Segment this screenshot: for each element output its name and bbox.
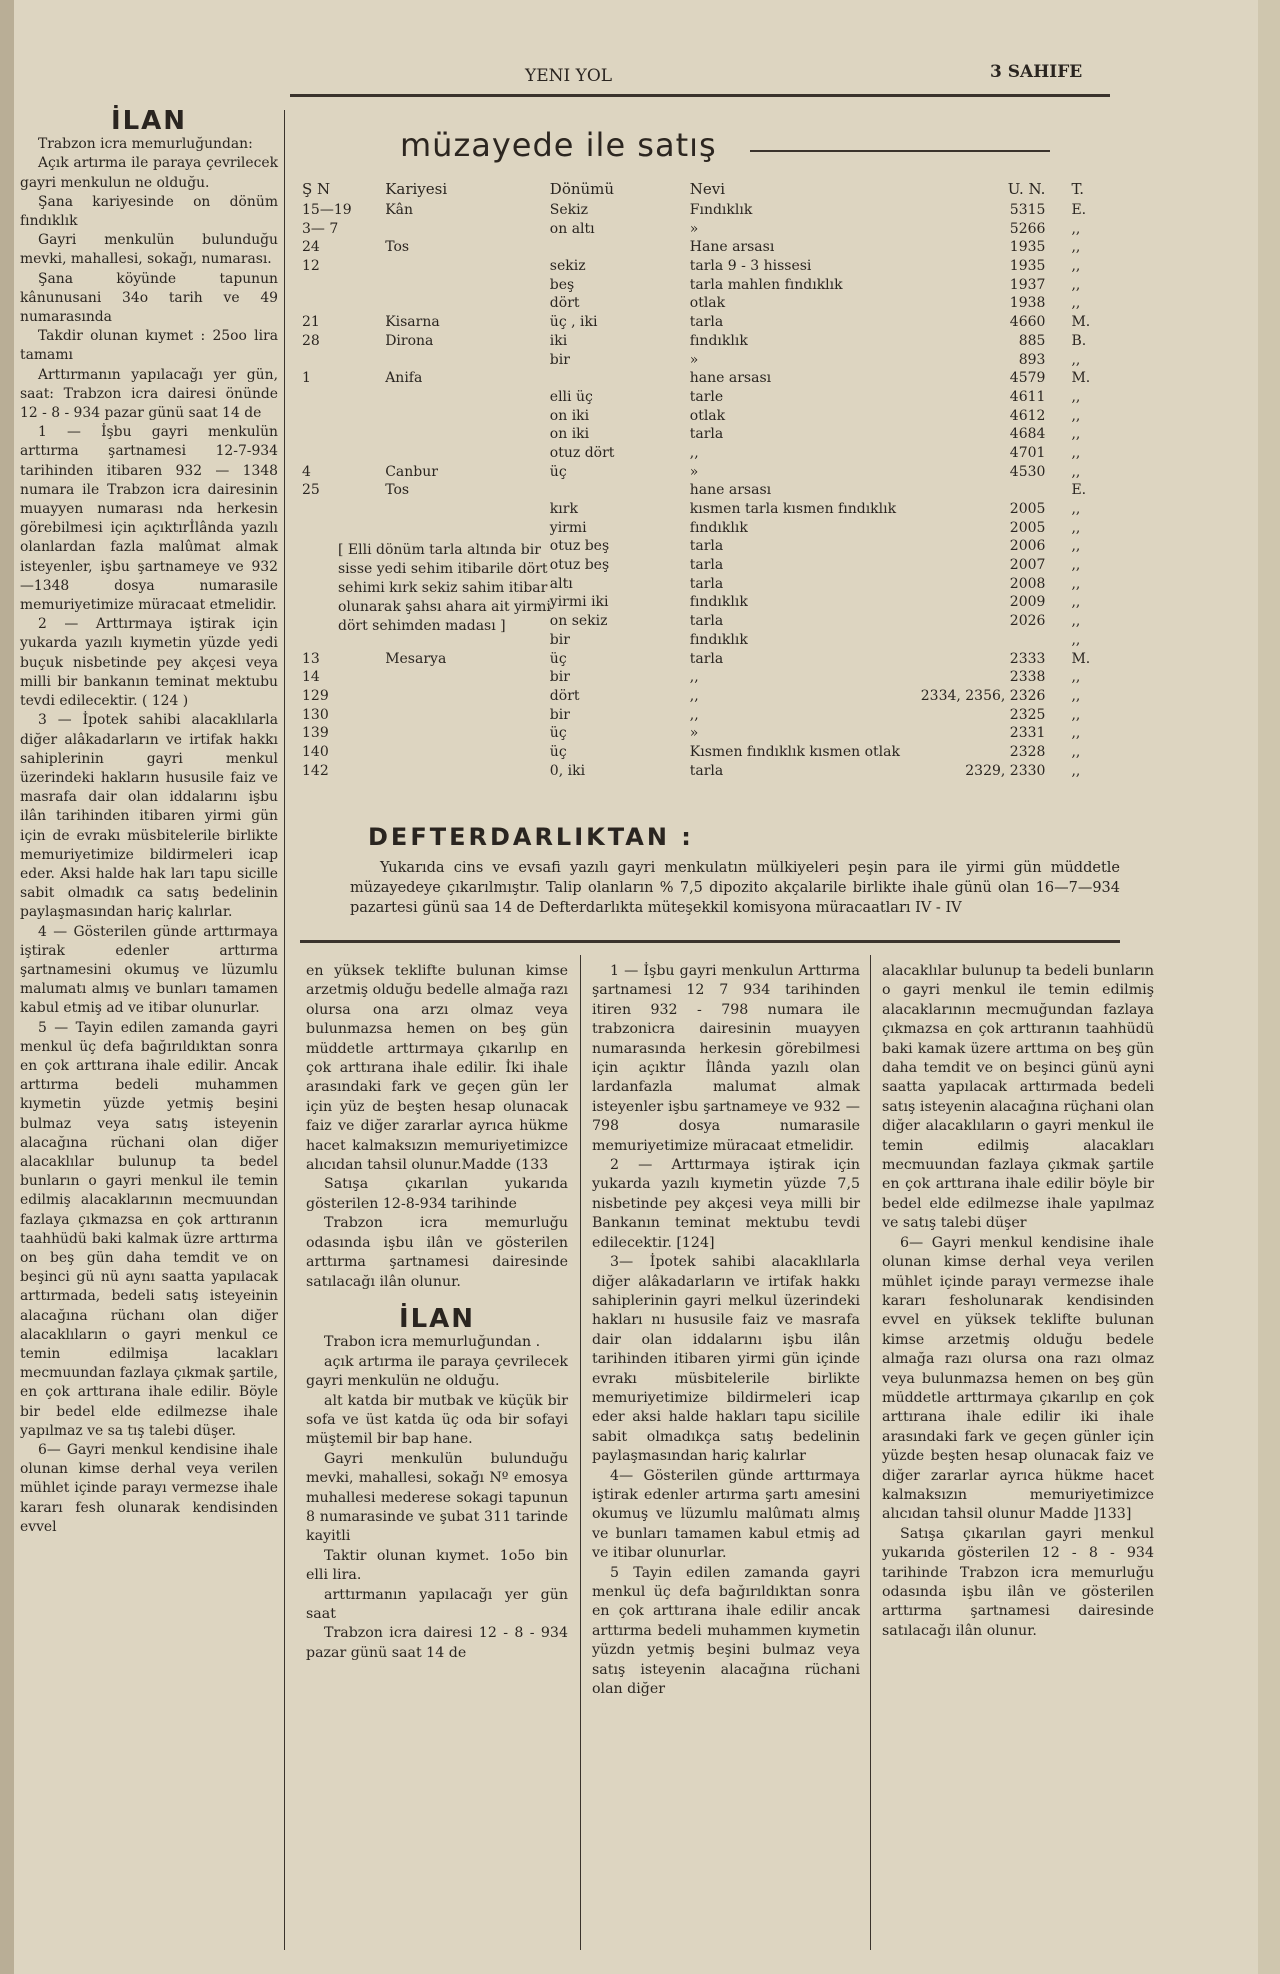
table-cell-sn: 1 — [302, 370, 311, 387]
table-cell-donum: bir — [549, 351, 570, 368]
table-cell-un — [910, 632, 1069, 651]
table-cell-donum: on altı — [549, 220, 595, 237]
table-cell-sn: 12 — [302, 258, 320, 275]
table-cell-nevi: otlak — [689, 295, 726, 312]
table-cell-un: 1938 — [1009, 295, 1046, 312]
table-cell-nevi: tarle — [689, 388, 724, 405]
column-divider — [284, 110, 285, 1950]
table-cell-donum: sekiz — [549, 258, 586, 275]
table-cell-t: E. — [1071, 482, 1087, 499]
table-cell-sn — [300, 352, 383, 371]
table-cell-nevi: tarla — [689, 557, 724, 574]
table-cell-t: ,, — [1071, 295, 1081, 312]
table-cell-kariye — [383, 445, 548, 464]
table-cell-nevi: kısmen tarla kısmen fındıklık — [689, 501, 897, 517]
table-cell-sn: 142 — [302, 762, 329, 779]
table-cell-kariye — [383, 501, 548, 520]
table-cell-nevi: tarla — [689, 538, 724, 555]
table-cell-un: 4701 — [1009, 444, 1046, 461]
table-cell-t: ,, — [1071, 743, 1081, 760]
col3-paragraph: 1 — İşbu gayri menkulun Arttırma şartnamesi 12 7 934 tarihinden itiren 932 - 798 numara ile trabzonicra dairesinin muayyen numarasında herkesin görebilmesi için açıktır İlânda yazılı olan lardanfazla malumat almak isteyenler işbu şartnameye ve 932 — 798 dosya numarasile memuriyetimize müracaat etmelidir. — [592, 963, 860, 1154]
muzayede-note: [ Elli dönüm tarla altında bir sisse yedi sehim itibarile dört sehimi kırk sekiz sahim itibar olunarak şahsı ahara ait yirmi dört sehimden madası ] — [338, 542, 551, 634]
header-t: T. — [1071, 180, 1085, 198]
table-cell-nevi: fındıklık — [689, 594, 748, 611]
col2-paragraph: açık artırma ile paraya çevrilecek gayri menkulün ne olduğu. — [306, 1353, 568, 1390]
table-cell-donum: bir — [549, 706, 570, 723]
table-row — [300, 520, 1110, 539]
table-header-row — [300, 180, 1110, 202]
table-cell-t: ,, — [1071, 276, 1081, 293]
table-cell-sn — [300, 445, 383, 464]
table-cell-nevi: Fındıklık — [689, 202, 753, 218]
table-cell-t: ,, — [1071, 258, 1081, 275]
table-cell-donum: 0, iki — [549, 762, 586, 779]
page-header — [300, 62, 1120, 96]
table-cell-un: 1935 — [1009, 239, 1046, 256]
table-cell-un: 5315 — [1009, 202, 1046, 218]
table-cell-kariye: Mesarya — [385, 650, 447, 667]
table-cell-un: 5266 — [1009, 220, 1046, 237]
table-cell-kariye — [383, 258, 548, 277]
table-cell-t: ,, — [1071, 575, 1081, 592]
table-cell-sn: 21 — [302, 314, 320, 331]
table-cell-nevi: tarla — [689, 613, 724, 630]
table-row — [300, 426, 1110, 445]
muzayede-table — [300, 180, 1110, 781]
col2-paragraph: Trabzon icra dairesi 12 - 8 - 934 pazar günü saat 14 de — [306, 1625, 568, 1661]
col2-paragraph: en yüksek teklifte bulunan kimse arzetmiş olduğu bedelle almağa razı olursa ona arzı olmaz veya bulunmazsa hemen on beş gün müddetle arttırmaya çıkarılıp en çok arttırana ihale edilir. İki ihale arasındaki fark ve geçen gün ler için yüz de beşten hesap olunacak faiz ve diğer zararlar ayrıca hükme hacet kalmaksızın memuriyetimizce alıcıdan tahsil olunur.Madde (133 — [306, 963, 568, 1174]
table-cell-un: 893 — [1018, 351, 1046, 368]
table-cell-sn — [300, 520, 383, 539]
table-row — [300, 202, 1110, 221]
table-cell-un: 2325 — [1009, 706, 1046, 723]
table-cell-donum: üç , iki — [549, 314, 598, 331]
table-cell-t: E. — [1071, 202, 1087, 218]
table-cell-nevi: fındıklık — [689, 631, 748, 648]
table-cell-sn: 3— 7 — [302, 220, 339, 237]
table-cell-un: 2026 — [1009, 613, 1046, 630]
column-3 — [592, 962, 860, 1699]
table-cell-donum: yirmi iki — [549, 594, 609, 611]
col4-paragraph: 6— Gayri menkul kendisine ihale olunan kimse derhal veya verilen mühlet içinde parayı vermezse ihale kararı fesholunarak kendisinden evvel en yüksek teklifte bulunan kimse arzetmiş olduğu bedele almağa razı olursa ona razı olmaz veya bulunmazsa hemen on beş gün müddetle arttırmaya çıkarılıp en çok arttırana ihale edilir iki ihale arasındaki fark ve geçen günler için yüzde beşten hesap olunacak faiz ve diğer zararlar ayrıca hükme hacet kalmaksızın memuriyetimizce alıcıdan tahsil olunur Madde ]133] — [882, 1234, 1154, 1523]
col2-paragraph: Gayri menkulün bulunduğu mevki, mahallesi, sokağı Nº emosya muhallesi mederese sokagi tapunun 8 numarasinde ve şubat 311 tarinde kayitli — [306, 1450, 568, 1545]
table-cell-sn: 129 — [302, 687, 329, 704]
table-row — [300, 707, 1110, 726]
col2-paragraph: Taktir olunan kıymet. 1o5o bin elli lira. — [306, 1547, 568, 1584]
table-cell-sn: 28 — [302, 332, 320, 349]
table-cell-donum: beş — [549, 276, 575, 293]
table-row — [300, 445, 1110, 464]
ilan-paragraph: Açık artırma ile paraya çevrilecek gayri menkulun ne olduğu. — [20, 155, 278, 191]
table-cell-t: ,, — [1071, 613, 1081, 630]
table-cell-t: ,, — [1071, 538, 1081, 555]
table-cell-un: 1937 — [1009, 276, 1046, 293]
table-cell-nevi: ,, — [689, 687, 699, 704]
muzayede-table-body — [300, 202, 1110, 781]
ilan-paragraph: Trabzon icra memurluğundan: — [38, 136, 253, 153]
ilan-paragraph: 6— Gayri menkul kendisine ihale olunan kimse derhal veya verilen mühlet içinde parayı vermezse ihale kararı fesh olunarak kendisinden evvel — [20, 1442, 278, 1535]
table-cell-donum: yirmi — [549, 519, 587, 536]
table-cell-un: 1935 — [1009, 258, 1046, 275]
table-cell-un: 2329, 2330 — [965, 762, 1046, 779]
table-cell-kariye — [383, 389, 548, 408]
table-cell-un: 2338 — [1009, 669, 1046, 686]
table-row — [300, 688, 1110, 707]
table-cell-un: 2333 — [1009, 650, 1046, 667]
table-cell-t: M. — [1071, 370, 1091, 387]
page-edge-right — [1258, 0, 1280, 1974]
table-cell-kariye — [383, 277, 548, 296]
table-cell-donum — [548, 482, 688, 501]
table-cell-kariye — [383, 725, 548, 744]
table-cell-donum: otuz beş — [549, 557, 610, 574]
table-cell-t: ,, — [1071, 388, 1081, 405]
ilan-paragraph: Şana köyünde tapunun kânunusani 34o tarih ve 49 numarasında — [20, 270, 278, 326]
table-cell-sn — [300, 408, 383, 427]
table-row — [300, 370, 1110, 389]
table-cell-donum: dört — [549, 295, 580, 312]
table-row — [300, 408, 1110, 427]
table-cell-donum: bir — [549, 669, 570, 686]
column-2 — [306, 962, 568, 1663]
col2-paragraph: Trabon icra memurluğundan . — [324, 1334, 541, 1351]
table-cell-sn: 13 — [302, 650, 320, 667]
table-cell-t: ,, — [1071, 501, 1081, 517]
ilan-paragraph: Gayri menkulün bulunduğu mevki, mahallesi, sokağı, numarası. — [20, 232, 278, 268]
table-cell-un: 2331 — [1009, 725, 1046, 742]
table-cell-sn: 25 — [302, 482, 320, 499]
muzayede-title-rule — [750, 150, 1050, 152]
header-donum: Dönümü — [549, 180, 615, 198]
table-cell-t: ,, — [1071, 594, 1081, 611]
table-cell-nevi: » — [689, 725, 699, 742]
table-cell-kariye — [383, 688, 548, 707]
table-cell-un: 2334, 2356, 2326 — [920, 687, 1046, 704]
col2-paragraph: arttırmanın yapılacağı yer gün saat — [306, 1586, 568, 1622]
table-cell-donum: on iki — [549, 407, 590, 424]
header-nevi: Nevi — [689, 180, 726, 198]
table-cell-donum: iki — [549, 332, 568, 349]
table-cell-kariye — [383, 352, 548, 371]
ilan-title: İLAN — [110, 106, 188, 136]
ilan-paragraph: Şana kariyesinde on dönüm fındıklık — [20, 193, 278, 230]
table-row — [300, 333, 1110, 352]
table-cell-donum: kırk — [549, 501, 578, 517]
table-cell-sn: 24 — [302, 239, 320, 256]
table-cell-nevi: ,, — [689, 444, 699, 461]
ilan-paragraph: 2 — Arttırmaya iştirak için yukarda yazılı kıymetin yüzde yedi buçuk nisbetinde pey akçesi veya milli bir bankanın teminat mektubu tevdi edilecektir. ( 124 ) — [20, 616, 278, 710]
ilan-paragraph: 4 — Gösterilen günde arttırmaya iştirak edenler arttırma şartnamesini okumuş ve lüzumlu malumatı almış ve bunları tamamen kabul etmiş ad ve itibar olunurlar. — [20, 923, 278, 1017]
table-cell-t: ,, — [1071, 687, 1081, 704]
table-cell-t: ,, — [1071, 631, 1081, 648]
table-cell-kariye — [383, 408, 548, 427]
section-rule — [300, 940, 1120, 943]
table-cell-un: 4611 — [1009, 388, 1046, 405]
defterdarlik-paragraph: Yukarıda cins ve evsafi yazılı gayri menkulatın mülkiyeleri peşin para ile yirmi gün müddetle müzayedeye çıkarılmıştır. Talip olanların % 7,5 dipozito akçalarile birlikte ihale günü olan 16—7—934 pazartesi günü saa 14 de Defterdarlıkta müteşekkil komisyona müracaatları IV - IV — [350, 860, 1120, 916]
table-cell-t: ,, — [1071, 706, 1081, 723]
table-cell-donum: otuz dört — [549, 444, 615, 461]
table-cell-sn — [300, 389, 383, 408]
table-cell-nevi: tarla — [689, 426, 724, 443]
col4-paragraph: Satışa çıkarılan gayri menkul yukarıda gösterilen 12 - 8 - 934 tarihinde Trabzon icra memurluğu odasında işbu ilân ve gösterilen arttırma şartnamesi dairesinde satılacağı ilân olunur. — [882, 1525, 1154, 1639]
table-cell-kariye: Anifa — [385, 370, 423, 387]
table-cell-t: ,, — [1071, 444, 1081, 461]
table-cell-un: 2005 — [1009, 501, 1046, 517]
col4-paragraph: alacaklılar bulunup ta bedeli bunların o gayri menkul ile temin edilmiş alacaklarının mecmuğundan fazlaya çıkmazsa en çok arttıranın taahhüdü baki kamak üzere arttıma on beş gün daha temdit ve on beşinci günü ayni saatta yapılacak arttırmada bedeli satış isteyenin alacağına rüçhani olan diğer alacaklıların o gayri menkul ile temin edilmiş alacakları mecmuundan fazlaya çıkmak şartile en çok arttırana ihale edilir böyle bir bedel elde edilmezse ihale yapılmaz ve satış talebi düşer — [882, 963, 1154, 1232]
table-cell-kariye — [383, 295, 548, 314]
table-cell-sn: 15—19 — [302, 202, 352, 218]
table-cell-nevi: » — [689, 351, 699, 368]
table-cell-donum: otuz beş — [549, 538, 610, 555]
ilan-paragraph: 3 — İpotek sahibi alacaklılarla diğer alâkadarların ve irtifak hakkı sahiplerinin gayri menkul üzerindeki hakların hususile faiz ve masrafa dair olan iddalarını işbu ilân tarihinden itibaren yirmi gün için de evrakı müsbitelerile birlikte memuriyetimize bildirmeleri icap eder. Aksi halde hak ları tapu sicille sabit olmadık ca satış bedelinin paylaşmasından hariç kalırlar. — [20, 712, 278, 921]
table-cell-un: 885 — [1018, 332, 1046, 349]
table-row — [300, 744, 1110, 763]
table-cell-nevi: » — [689, 463, 699, 480]
table-cell-un: 4660 — [1009, 314, 1046, 331]
table-cell-un: 4612 — [1009, 407, 1046, 424]
table-cell-t: ,, — [1071, 463, 1081, 480]
table-cell-un: 2328 — [1009, 743, 1046, 760]
table-cell-sn: 140 — [302, 743, 329, 760]
table-cell-t: ,, — [1071, 519, 1081, 536]
table-cell-t: ,, — [1071, 351, 1081, 368]
table-cell-t: ,, — [1071, 407, 1081, 424]
col3-paragraph: 5 Tayin edilen zamanda gayri menkul üç defa bağırıldıktan sonra en çok arttırana ihale edilir ancak arttırma bedeli muhammen kıymetin yüzdn yetmiş beşini bulmaz veya satış isteyenin alacağına rüchani olan diğer — [592, 1564, 860, 1698]
table-cell-nevi: tarla 9 - 3 hissesi — [689, 258, 812, 275]
table-cell-donum: üç — [549, 743, 567, 760]
table-cell-t: B. — [1071, 332, 1087, 349]
table-row — [300, 669, 1110, 688]
table-cell-donum: altı — [549, 575, 573, 592]
muzayede-title: müzayede ile satış — [400, 126, 717, 164]
defterdarlik-text — [350, 858, 1120, 918]
table-cell-donum: üç — [549, 463, 567, 480]
table-cell-t: ,, — [1071, 669, 1081, 686]
table-cell-un: 2009 — [1009, 594, 1046, 611]
table-cell-kariye: Kân — [385, 202, 414, 218]
table-cell-kariye — [383, 707, 548, 726]
header-sn: Ş N — [302, 180, 331, 198]
table-row — [300, 389, 1110, 408]
table-cell-t: ,, — [1071, 239, 1081, 256]
table-cell-donum: on sekiz — [549, 613, 608, 630]
table-cell-donum: on iki — [549, 426, 590, 443]
col3-paragraph: 2 — Arttırmaya iştirak için yukarda yazılı kıymetin yüzde 7,5 nisbetinde pey akçesi veya milli bir Bankanın teminat mektubu tevdi edilecektir. [124] — [592, 1157, 860, 1251]
col3-paragraph: 4— Gösterilen günde arttırmaya iştirak edenler artırma şartı amesini okumuş ve lüzumlu malûmatı almış ve bunları tamamen kabul etmiş ad ve itibar olunurlar. — [592, 1467, 860, 1562]
table-row — [300, 258, 1110, 277]
table-cell-donum — [548, 370, 688, 389]
table-cell-kariye — [383, 221, 548, 240]
table-cell-sn: 4 — [302, 463, 311, 480]
table-cell-donum — [548, 239, 688, 258]
table-cell-donum: Sekiz — [549, 202, 589, 218]
column-divider — [870, 955, 871, 1950]
table-cell-nevi: fındıklık — [689, 332, 748, 349]
table-cell-nevi: tarla — [689, 575, 724, 592]
table-cell-sn — [300, 295, 383, 314]
table-cell-kariye: Tos — [385, 239, 410, 256]
table-cell-donum: üç — [549, 650, 567, 667]
table-cell-sn — [300, 426, 383, 445]
table-cell-kariye — [383, 744, 548, 763]
table-cell-kariye: Kisarna — [385, 314, 440, 331]
table-row — [300, 501, 1110, 520]
header-un: U. N. — [1007, 180, 1046, 198]
table-cell-un — [910, 482, 1069, 501]
table-cell-nevi: » — [689, 220, 699, 237]
header-kariye: Kariyesi — [385, 180, 448, 198]
table-cell-t: ,, — [1071, 725, 1081, 742]
table-cell-sn — [300, 277, 383, 296]
header-rule — [290, 94, 1110, 97]
table-cell-kariye: Tos — [385, 482, 410, 499]
page-number: 3 SAHIFE — [990, 62, 1083, 82]
table-cell-donum: elli üç — [549, 388, 593, 405]
page-edge-left — [0, 0, 14, 1974]
table-row — [300, 482, 1110, 501]
table-cell-nevi: ,, — [689, 706, 699, 723]
table-cell-un: 4530 — [1009, 463, 1046, 480]
table-cell-nevi: Hane arsası — [689, 239, 775, 256]
table-cell-nevi: tarla — [689, 650, 724, 667]
table-cell-un: 2005 — [1009, 519, 1046, 536]
table-row — [300, 352, 1110, 371]
col3-paragraph: 3— İpotek sahibi alacaklılarla diğer alâkadarların ve irtifak hakkı sahiplerinin gayri melkul üzerindeki hakları nı hususile faiz ve masrafa dair olan iddalarını işbu ilân tarihinden itibaren yirmi gün içinde evrakı müsbitelerile birlikte memuriyetimize bildirmeleri icap eder aksi halde hakları tapu sicilile sabit olmadıkça satış bedelinin paylaşmasından hariç kalırlar — [592, 1254, 860, 1465]
table-cell-nevi: tarla — [689, 314, 724, 331]
table-cell-t: ,, — [1071, 426, 1081, 443]
table-cell-nevi: ,, — [689, 669, 699, 686]
left-column-ilan — [20, 106, 278, 1537]
table-row — [300, 295, 1110, 314]
table-cell-un: 2006 — [1009, 538, 1046, 555]
table-cell-sn: 139 — [302, 725, 329, 742]
table-row — [300, 277, 1110, 296]
table-row — [300, 239, 1110, 258]
table-cell-un: 4684 — [1009, 426, 1046, 443]
table-cell-t: ,, — [1071, 220, 1081, 237]
ilan-title-2: İLAN — [398, 1303, 476, 1334]
table-cell-nevi: hane arsası — [689, 370, 772, 387]
table-cell-nevi: otlak — [689, 407, 726, 424]
table-cell-nevi: hane arsası — [689, 482, 772, 499]
table-cell-donum: üç — [549, 725, 567, 742]
table-cell-sn — [300, 501, 383, 520]
ilan-paragraph: Takdir olunan kıymet : 25oo lira tamamı — [20, 328, 278, 364]
ilan-paragraph: 1 — İşbu gayri menkulün arttırma şartnamesi 12-7-934 tarihinden itibaren 932 — 1348 numara ile Trabzon icra dairesinin muayyen numarası nda herkesin görebilmesi için açıktırİlânda yazılı olanlardan fazla malûmat almak isteyenler, işbu şartnameye ve 932—1348 dosya numarasile memuriyetimize müracaat etmelidir. — [20, 424, 278, 614]
col2-paragraph: alt katda bir mutbak ve küçük bir sofa ve üst katda üç oda bir sofayi müştemil bir bap hane. — [306, 1392, 568, 1448]
table-cell-nevi: tarla mahlen fındıklık — [689, 276, 843, 293]
table-cell-t: ,, — [1071, 762, 1081, 779]
table-cell-un: 2007 — [1009, 557, 1046, 574]
table-cell-donum: dört — [549, 687, 580, 704]
table-cell-kariye — [383, 426, 548, 445]
table-row — [300, 464, 1110, 483]
table-cell-un: 2008 — [1009, 575, 1046, 592]
ilan-paragraph: 5 — Tayin edilen zamanda gayri menkul üç defa bağırıldıktan sonra en çok arttırana ihale edilir. Ancak arttırma bedeli muhammen kıymetin yüzde yetmiş beşini bulmaz veya satış isteyenin alacağına rüchani olan diğer alacaklılar bulunup ta bedel bunların o gayri menkul ile temin edilmiş alacaklarının mecmuundan fazlaya çıkmazsa en çok arttıranın taahhüdü baki kalmak üzre arttırma on beş gün daha temdit ve on beşinci gü nü aynı saatta yapılacak arttırmada, bedeli satış isteyeinin alacağına rüchanı olan diğer alacaklıların o gayri menkul ce temin edilmişa lacakları mecmuundan fazlaya çıkmak şartile, en çok arttırana ihale edilir. Böyle bir bedel elde edilmezse ihale yapılmaz ve sa tış talebi düşer. — [20, 1019, 278, 1439]
table-cell-t: M. — [1071, 314, 1091, 331]
table-row — [300, 651, 1110, 670]
table-cell-kariye: Canbur — [385, 463, 438, 480]
newspaper-name: YENI YOL — [525, 66, 613, 86]
col2-paragraph: Trabzon icra memurluğu odasında işbu ilân ve gösterilen arttırma şartnamesi dairesinde satılacağı ilân olunur. — [306, 1215, 568, 1290]
defterdarlik-title: DEFTERDARLIKTAN : — [368, 823, 694, 851]
table-cell-nevi: tarla — [689, 762, 724, 779]
table-row — [300, 314, 1110, 333]
newspaper-page — [10, 0, 1260, 1974]
table-cell-sn: 130 — [302, 706, 329, 723]
table-cell-donum: bir — [549, 631, 570, 648]
table-cell-t: ,, — [1071, 557, 1081, 574]
table-cell-kariye — [383, 763, 548, 782]
table-cell-t: M. — [1071, 650, 1091, 667]
table-cell-sn: 14 — [302, 669, 320, 686]
table-row — [300, 725, 1110, 744]
table-row — [300, 221, 1110, 240]
col2-paragraph: Satışa çıkarılan yukarıda gösterilen 12-8-934 tarihinde — [306, 1176, 568, 1212]
table-cell-un: 4579 — [1009, 370, 1046, 387]
table-cell-kariye: Dirona — [385, 332, 434, 349]
table-cell-nevi: Kısmen fındıklık kısmen otlak — [689, 743, 900, 760]
table-cell-nevi: fındıklık — [689, 519, 748, 536]
table-cell-kariye — [383, 669, 548, 688]
column-4 — [882, 962, 1154, 1641]
table-row — [300, 763, 1110, 782]
column-divider — [580, 955, 581, 1950]
ilan-paragraph: Arttırmanın yapılacağı yer gün, saat: Trabzon icra dairesi önünde 12 - 8 - 934 pazar günü saat 14 de — [20, 366, 278, 422]
table-cell-kariye — [383, 520, 548, 539]
